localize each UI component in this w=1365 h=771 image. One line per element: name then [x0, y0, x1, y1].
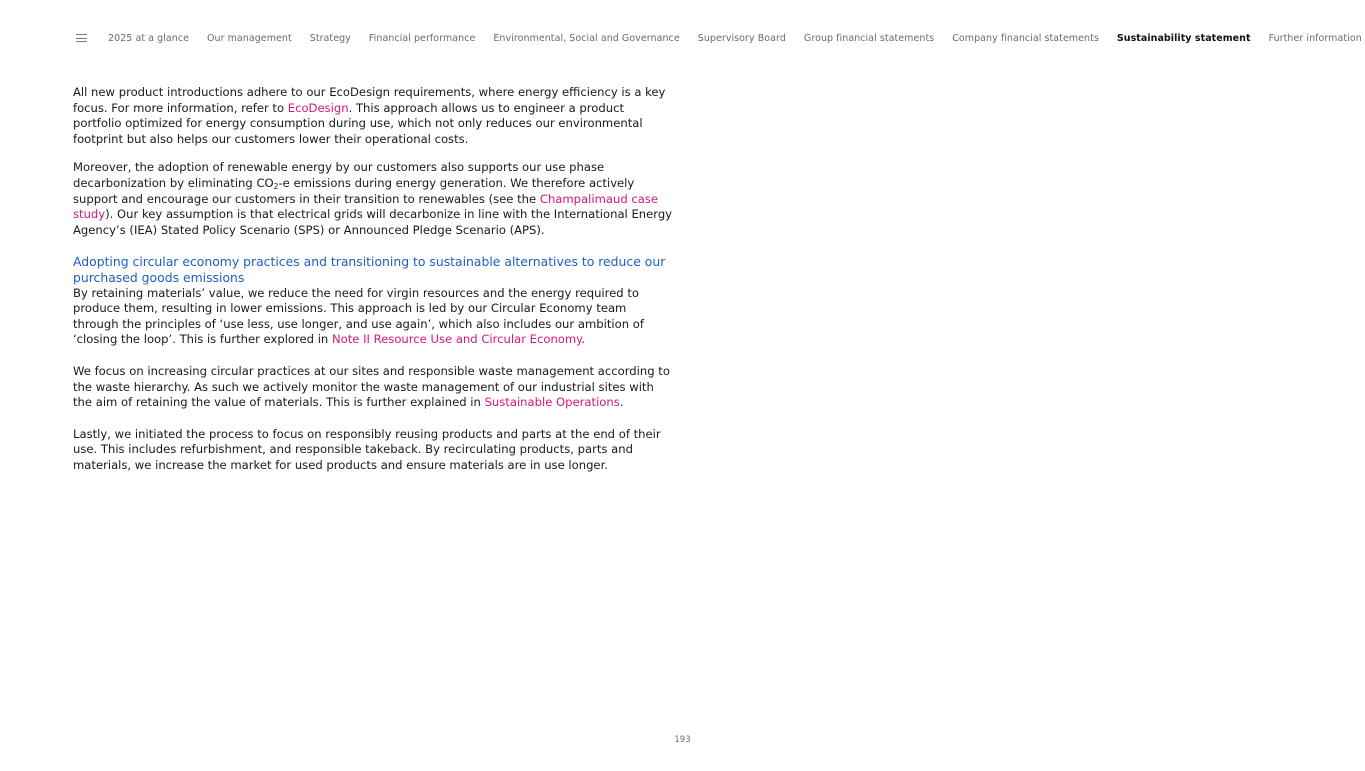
- paragraph-waste-management: [73, 364, 673, 411]
- nav-item-supervisory-board[interactable]: Supervisory Board: [697, 32, 786, 44]
- nav-item-sustainability-statement[interactable]: Sustainability statement: [1116, 32, 1251, 44]
- paragraph-text: By retaining materials’ value, we reduce the need for virgin resources and the energy required to produce them, resulting in lower emissions. This approach is led by our Circular Economy team through the principles of ‘use less, use longer, and use again’, which also includes our ambition of ‘closing the loop’. This is further explored in: [73, 285, 644, 347]
- paragraph-circular-economy: [73, 286, 673, 348]
- paragraph-text: .: [619, 395, 624, 410]
- nav-item-at-a-glance[interactable]: 2025 at a glance: [108, 32, 189, 44]
- nav-item-our-management[interactable]: Our management: [206, 32, 292, 44]
- page-number: 193: [674, 735, 691, 745]
- paragraph-text: Moreover, the adoption of renewable energy by our customers also supports our use phase decarbonization by eliminating CO: [73, 160, 605, 190]
- ecodesign-link[interactable]: EcoDesign: [287, 100, 349, 115]
- paragraph-text: ). Our key assumption is that electrical grids will decarbonize in line with the International Energy Agency’s (IEA) Stated Policy Scenario (SPS) or Announced Pledge Scenario (APS).: [73, 207, 673, 237]
- paragraph-text: .: [581, 332, 586, 347]
- top-navigation: [76, 30, 1362, 46]
- paragraph-text: . This approach allows us to engineer a product portfolio optimized for energy consumption during use, which not only reduces our environmental footprint but also helps our customers lower their operational costs.: [73, 100, 643, 146]
- main-content: [73, 85, 673, 473]
- paragraph-renewable-energy: [73, 160, 673, 238]
- paragraph-text: -e emissions during energy generation. We therefore actively support and encourage our customers in their transition to renewables (see the: [73, 175, 635, 206]
- paragraph-text: We focus on increasing circular practices at our sites and responsible waste management according to the waste hierarchy. As such we actively monitor the waste management of our industrial sites with the aim of retaining the value of materials. This is further explained in: [73, 363, 670, 410]
- champalimaud-case-study-link[interactable]: Champalimaud case study: [73, 191, 659, 222]
- hamburger-menu-icon[interactable]: [76, 34, 87, 42]
- nav-item-further-information[interactable]: Further information: [1268, 32, 1362, 44]
- section-heading: Adopting circular economy practices and transitioning to sustainable alternatives to reduce our purchased goods emissions: [73, 254, 666, 285]
- paragraph-ecodesign: [73, 85, 673, 147]
- paragraph-text: All new product introductions adhere to our EcoDesign requirements, where energy efficiency is a key focus. For more information, refer to: [73, 85, 666, 115]
- nav-item-group-financial-statements[interactable]: Group financial statements: [803, 32, 935, 44]
- sustainable-operations-link[interactable]: Sustainable Operations: [484, 395, 620, 410]
- resource-use-circular-economy-link[interactable]: Note II Resource Use and Circular Economy: [331, 332, 582, 347]
- nav-item-company-financial-statements[interactable]: Company financial statements: [952, 32, 1099, 44]
- nav-item-strategy[interactable]: Strategy: [309, 32, 351, 44]
- paragraph-text: Lastly, we initiated the process to focus on responsibly reusing products and parts at the end of their use. This includes refurbishment, and responsible takeback. By recirculating products, parts and materials, we increase the market for used products and ensure materials are in use longer.: [73, 426, 661, 472]
- subscript-2: 2: [273, 181, 279, 191]
- paragraph-reuse: [73, 427, 673, 474]
- nav-item-esg[interactable]: Environmental, Social and Governance: [493, 32, 680, 44]
- nav-item-financial-performance[interactable]: Financial performance: [368, 32, 476, 44]
